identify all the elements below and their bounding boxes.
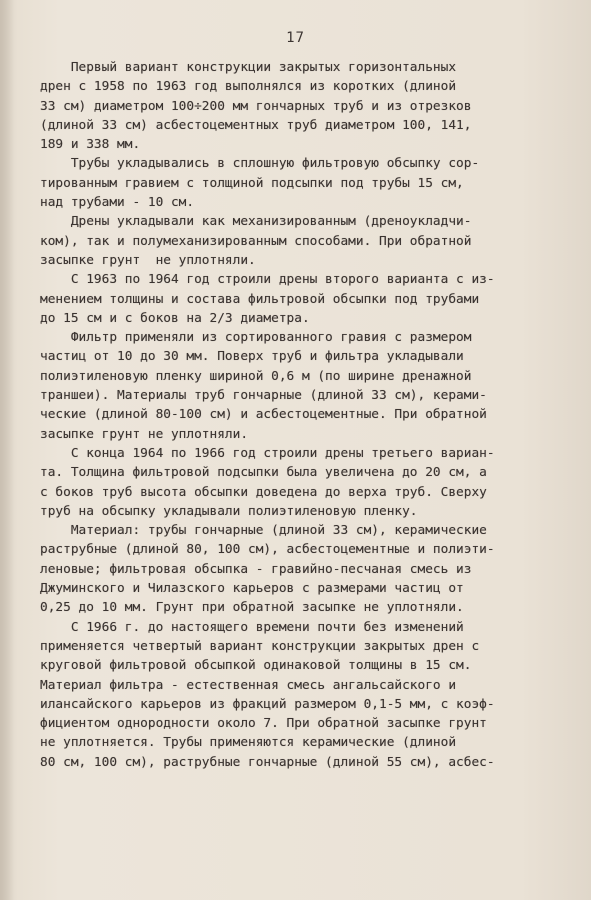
text-line: до 15 см и с боков на 2/3 диаметра. — [40, 310, 310, 326]
text-line: С 1963 по 1964 год строили дрены второго варианта с из- — [40, 272, 495, 288]
text-line: частиц от 10 до 30 мм. Поверх труб и фильтра укладывали — [40, 349, 464, 365]
text-line: Материал фильтра - естественная смесь ангальсайского и — [40, 677, 457, 693]
text-line: фициентом однородности около 7. При обратной засыпке грунт — [40, 716, 487, 732]
text-line: Трубы укладывались в сплошную фильтровую обсыпку сор- — [40, 156, 480, 172]
text-line: Первый вариант конструкции закрытых горизонтальных — [40, 60, 457, 75]
text-line: засыпке грунт не уплотняли. — [40, 426, 249, 442]
text-line: (длиной 33 см) асбестоцементных труб диаметром 100, 141, — [40, 117, 472, 133]
text-line: засыпке грунт не уплотняли. — [40, 252, 256, 268]
text-line: Фильтр применяли из сортированного гравия с размером — [40, 330, 472, 346]
text-line: илансайского карьеров из фракций размером 0,1-5 мм, с коэф- — [40, 696, 495, 712]
text-line: дрен с 1958 по 1963 год выполнялся из коротких (длиной — [40, 79, 457, 95]
text-line: 189 и 338 мм. — [40, 137, 141, 153]
text-line: Джуминского и Чилазского карьеров с размерами частиц от — [40, 581, 464, 597]
text-line: 0,25 до 10 мм. Грунт при обратной засыпке не уплотняли. — [40, 600, 464, 616]
body-text — [40, 58, 530, 772]
text-line: над трубами - 10 см. — [40, 195, 195, 211]
text-line: не уплотняется. Трубы применяются керамические (длиной — [40, 735, 457, 751]
page-number: 17 — [286, 30, 305, 46]
text-line: применяется четвертый вариант конструкции закрытых дрен с — [40, 638, 480, 654]
text-line: леновые; фильтровая обсыпка - гравийно-песчаная смесь из — [40, 561, 472, 577]
text-line: раструбные (длиной 80, 100 см), асбестоцементные и полиэти- — [40, 542, 495, 558]
text-line: С 1966 г. до настоящего времени почти без изменений — [40, 619, 464, 635]
text-line: ческие (длиной 80-100 см) и асбестоцементные. При обратной — [40, 407, 487, 423]
text-line: Материал: трубы гончарные (длиной 33 см), керамические — [40, 523, 487, 539]
text-line: круговой фильтровой обсыпкой одинаковой толщины в 15 см. — [40, 658, 472, 674]
text-line: менением толщины и состава фильтровой обсыпки под трубами — [40, 291, 480, 307]
text-line: с боков труб высота обсыпки доведена до верха труб. Сверху — [40, 484, 487, 500]
text-line: полиэтиленовую пленку шириной 0,6 м (по ширине дренажной — [40, 368, 472, 384]
text-line: та. Толщина фильтровой подсыпки была увеличена до 20 см, а — [40, 465, 487, 481]
text-line: С конца 1964 по 1966 год строили дрены третьего вариан- — [40, 445, 495, 461]
text-line: Дрены укладывали как механизированным (дреноукладчи- — [40, 214, 472, 230]
binding-shadow — [0, 0, 14, 900]
text-line: ком), так и полумеханизированным способами. При обратной — [40, 233, 472, 249]
text-line: траншеи). Материалы труб гончарные (длиной 33 см), керами- — [40, 388, 487, 404]
text-line: 33 см) диаметром 100÷200 мм гончарных труб и из отрезков — [40, 98, 472, 114]
text-line: тированным гравием с толщиной подсыпки под трубы 15 см, — [40, 175, 464, 191]
text-line: 80 см, 100 см), раструбные гончарные (длиной 55 см), асбес- — [40, 754, 495, 770]
text-line: труб на обсыпку укладывали полиэтиленовую пленку. — [40, 503, 418, 519]
